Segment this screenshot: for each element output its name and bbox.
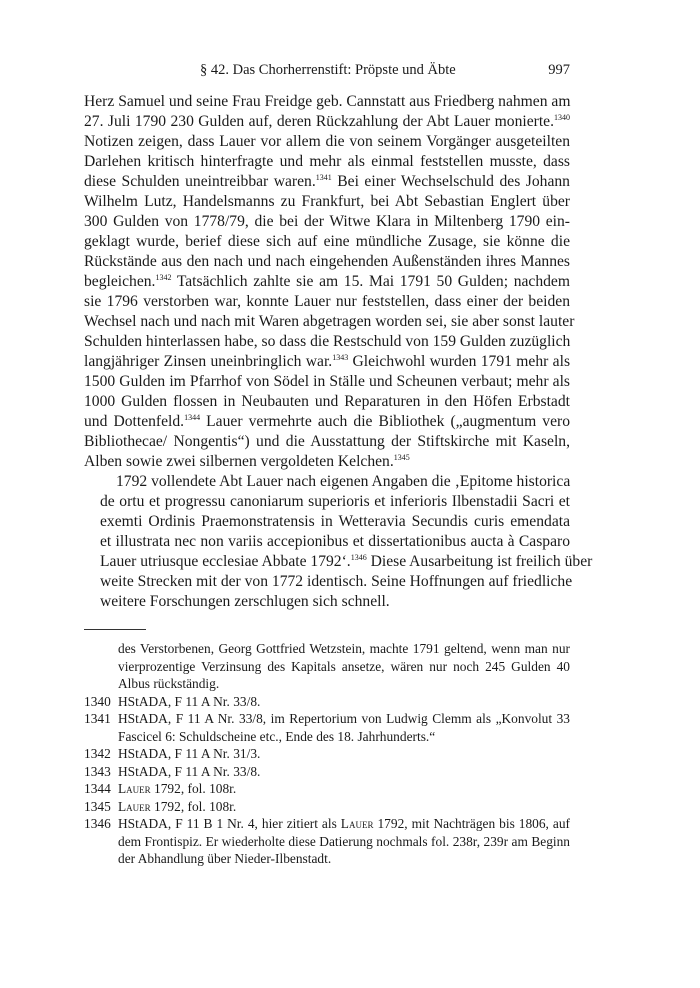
footnote-ref: 1341	[315, 173, 332, 182]
text-line: Rückstände aus den nach und nach eingehenden Außenständen ihres Mannes	[84, 253, 570, 270]
footnote-number: 1341	[84, 711, 111, 726]
text-line: begleichen.$^{1342}$ Tatsächlich zahlte sie am 15. Mai 1791 50 Gulden; nachdem	[84, 273, 570, 290]
footnote-1340	[84, 693, 570, 711]
text-line: 1792 vollendete Abt Lauer nach eigenen Angaben die ‚Epitome historica	[116, 473, 571, 490]
footnote-text: HStADA, F 11 A Nr. 31/3.	[118, 746, 261, 761]
footnote-continuation: des Verstorbenen, Georg Gottfried Wetzstein, machte 1791 geltend, wenn man nur vierprozentige Verzinsung des Kapitals ansetze, wären nur noch 245 Gulden 40 Albus rückständig.	[118, 641, 570, 691]
text-line: diese Schulden uneintreibbar waren.$^{1341}$ Bei einer Wechselschuld des Johann	[84, 173, 570, 190]
footnote-number: 1342	[84, 746, 111, 761]
text-line: weitere Forschungen zerschlugen sich schnell.	[100, 593, 390, 610]
footnote-text: Lauer 1792, fol. 108r.	[118, 781, 237, 796]
paragraph-1	[84, 92, 575, 472]
text-line: Alben sowie zwei silbernen vergoldeten Kelchen.$^{1345}$	[84, 453, 410, 470]
text-line: Schulden hinterlassen habe, so dass die Restschuld von 159 Gulden zuzüglich	[84, 333, 571, 350]
footnote-number: 1344	[84, 781, 111, 796]
text-line: 300 Gulden von 1778/79, die bei der Witwe Klara in Miltenberg 1790 ein-	[84, 213, 570, 230]
footnote-text: HStADA, F 11 A Nr. 33/8.	[118, 693, 261, 709]
paragraph-2	[84, 472, 593, 612]
footnote-number: 1346	[84, 816, 111, 831]
footnote-number: 1340	[84, 693, 111, 709]
text-line: langjähriger Zinsen uneinbringlich war.$^{1343}$ Gleichwohl wurden 1791 mehr als	[84, 353, 571, 370]
running-title: § 42. Das Chorherrenstift: Pröpste und Äbte	[200, 62, 456, 78]
text-line: Lauer utriusque ecclesiae Abbate 1792‘.$^{1346}$ Diese Ausarbeitung ist freilich über	[100, 553, 593, 570]
text-line: Darlehen kritisch hinterfragte und mehr als einmal feststellen musste, dass	[84, 153, 570, 170]
page-number: 997	[548, 62, 570, 78]
footnote-1346	[84, 815, 570, 868]
text-line: Herz Samuel und seine Frau Freidge geb. Cannstatt aus Friedberg nahmen am	[84, 93, 571, 110]
footnote-text: Lauer 1792, fol. 108r.	[118, 798, 237, 814]
text-line: de ortu et progressu canoniarum superioris et inferioris Ilbenstadii Sacri et	[100, 493, 570, 510]
footnote-1344	[84, 780, 570, 798]
text-line: 1000 Gulden flossen in Neubauten und Reparaturen in den Höfen Erbstadt	[84, 393, 570, 410]
text-line: sie 1796 verstorben war, konnte Lauer nur feststellen, dass einer der beiden	[84, 293, 570, 310]
footnote-number: 1343	[84, 763, 111, 779]
text-line: Bibliothecae/ Nongentis“) und die Ausstattung der Stiftskirche mit Kaseln,	[84, 433, 570, 450]
footnotes	[84, 640, 570, 868]
text-line: Notizen zeigen, dass Lauer vor allem die von seinem Vorgänger ausgeteilten	[84, 133, 570, 150]
footnote-1341	[84, 710, 570, 745]
footnote-number: 1345	[84, 798, 111, 814]
footnote-ref: 1345	[393, 453, 410, 462]
text-line: geklagt wurde, berief diese sich auf eine mündliche Zusage, sie könne die	[84, 233, 570, 250]
footnote-text: HStADA, F 11 A Nr. 33/8.	[118, 763, 261, 779]
running-header	[200, 62, 570, 82]
main-text	[84, 92, 593, 612]
text-line: exemti Ordinis Praemonstratensis in Wetteravia Secundis curis emendata	[100, 513, 570, 530]
footnote-text: HStADA, F 11 B 1 Nr. 4, hier zitiert als Lauer 1792, mit Nachträgen bis 1806, auf dem Frontispiz. Er wiederholte diese Datierung nochmals fol. 238r, 239r am Beginn der Abhandlung über Nieder-Ilbenstadt.	[118, 816, 570, 866]
footnote-text: HStADA, F 11 A Nr. 33/8, im Repertorium von Ludwig Clemm als „Konvolut 33 Fascicel 6: Schuldscheine etc., Ende des 18. Jahrhunderts.“	[118, 711, 570, 744]
text-line: weite Strecken mit der von 1772 identisch. Seine Hoffnungen auf friedliche	[100, 573, 573, 590]
footnote-1345	[84, 798, 570, 816]
text-line: et illustrata nec non variis accepionibus et dissertationibus aucta à Casparo	[100, 533, 570, 550]
text-line: 27. Juli 1790 230 Gulden auf, deren Rückzahlung der Abt Lauer monierte.$^{1340}$	[84, 113, 570, 130]
text-line: 1500 Gulden im Pfarrhof von Södel in Ställe und Scheunen verbaut; mehr als	[84, 373, 570, 390]
text-line: und Dottenfeld.$^{1344}$ Lauer vermehrte auch die Bibliothek („augmentum vero	[84, 413, 570, 430]
footnote-ref: 1346	[350, 553, 367, 562]
footnote-ref: 1343	[332, 353, 349, 362]
footnote-1343	[84, 763, 570, 781]
footnote-ref: 1340	[554, 113, 570, 122]
footnote-ref: 1344	[184, 413, 201, 422]
footnote-divider	[84, 629, 146, 630]
text-line: Wechsel nach und nach mit Waren abgetragen worden sei, sie aber sonst lauter	[84, 313, 575, 330]
text-line: Wilhelm Lutz, Handelsmanns zu Frankfurt, bei Abt Sebastian Englert über	[84, 193, 570, 210]
footnote-1342	[84, 745, 570, 763]
footnote-ref: 1342	[155, 273, 172, 282]
